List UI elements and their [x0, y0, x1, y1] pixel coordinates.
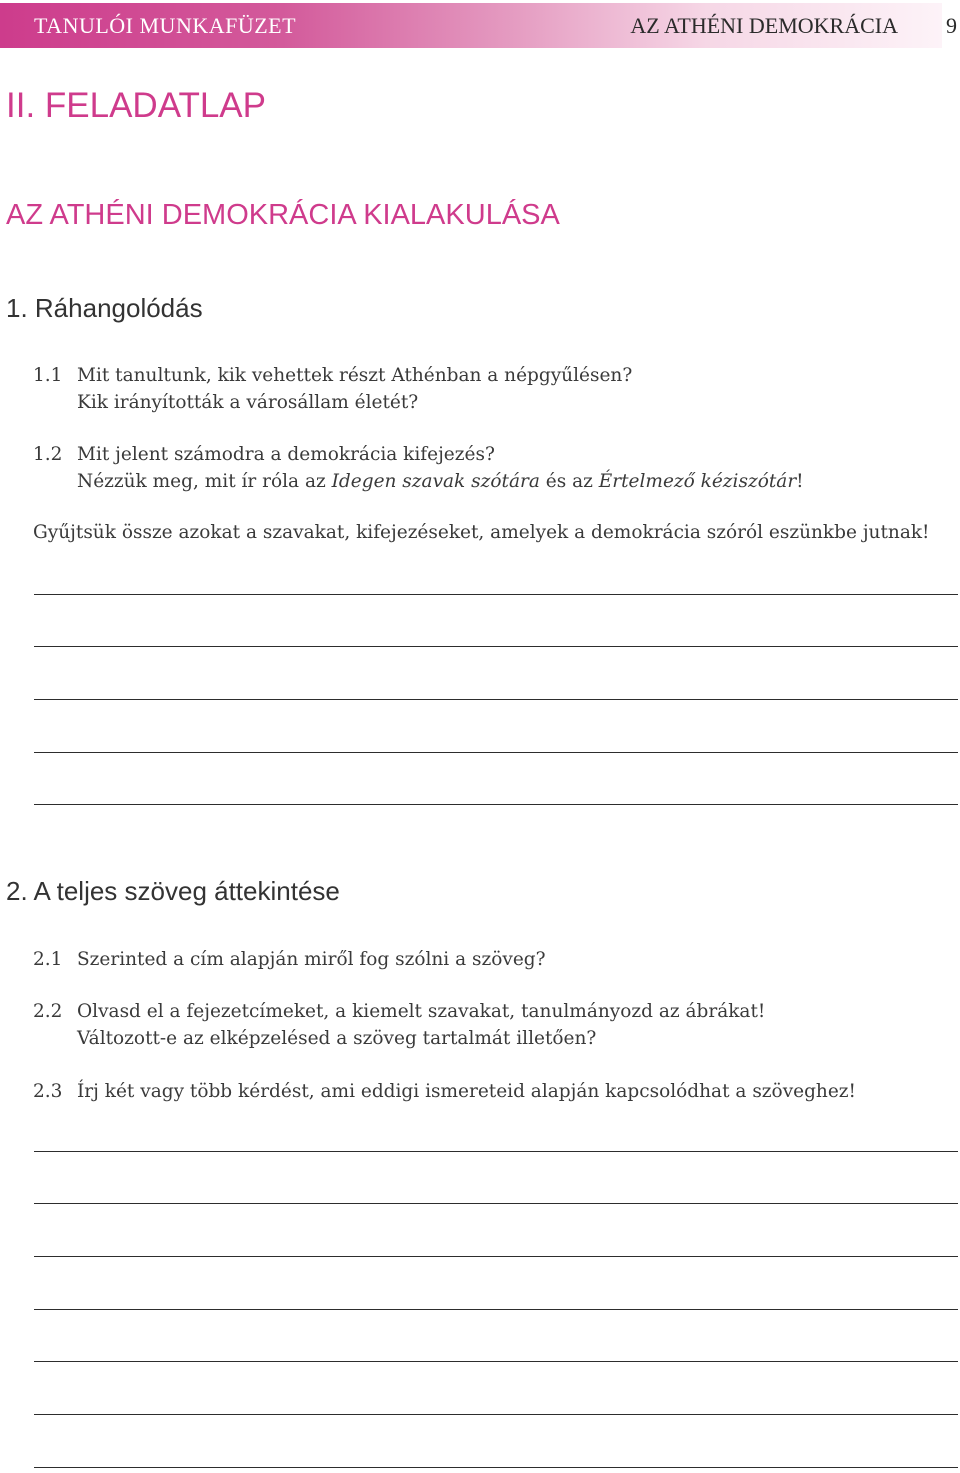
section2-heading: 2. A teljes szöveg áttekintése [6, 876, 340, 906]
section1-heading: 1. Ráhangolódás [6, 293, 203, 323]
question-number: 1.1 [33, 365, 63, 386]
question-2-2 [33, 998, 765, 1052]
answer-line[interactable] [34, 646, 958, 647]
question-text: Írj két vagy több kérdést, ami eddigi ismereteid alapján kapcsolódhat a szöveghez! [77, 1081, 856, 1102]
question-text-cont: Változott-e az elképzelésed a szöveg tartalmát illetően? [77, 1028, 597, 1049]
task-instruction: Gyűjtsük össze azokat a szavakat, kifejezéseket, amelyek a demokrácia szóról eszünkbe jutnak! [33, 522, 930, 543]
page-number: 9 [946, 13, 957, 38]
question-text: Olvasd el a fejezetcímeket, a kiemelt szavakat, tanulmányozd az ábrákat! [77, 1001, 766, 1022]
question-1-1 [33, 362, 632, 416]
question-text: Szerinted a cím alapján miről fog szólni a szöveg? [77, 949, 546, 970]
answer-line[interactable] [34, 752, 958, 753]
book-title-foreign-words: Idegen szavak szótára [331, 471, 540, 492]
question-text: Mit jelent számodra a demokrácia kifejezés? [77, 444, 495, 465]
answer-line[interactable] [34, 1414, 958, 1415]
answer-line[interactable] [34, 1467, 958, 1468]
page-header [0, 0, 960, 48]
question-number: 1.2 [33, 444, 63, 465]
question-text-cont [33, 468, 804, 495]
answer-line[interactable] [34, 1256, 958, 1257]
book-title-dictionary: Értelmező kéziszótár [598, 471, 797, 492]
section-title: AZ ATHÉNI DEMOKRÁCIA KIALAKULÁSA [6, 199, 560, 231]
question-2-3 [33, 1078, 856, 1105]
answer-line[interactable] [34, 804, 958, 805]
answer-line[interactable] [34, 594, 958, 595]
text-segment: és az [539, 471, 599, 492]
sheet-title: II. FELADATLAP [6, 86, 266, 125]
question-text-cont: Kik irányították a városállam életét? [77, 392, 419, 413]
question-number: 2.3 [33, 1081, 63, 1102]
answer-line[interactable] [34, 699, 958, 700]
question-text: Mit tanultunk, kik vehettek részt Athénban a népgyűlésen? [77, 365, 633, 386]
question-2-1 [33, 946, 546, 973]
answer-line[interactable] [34, 1151, 958, 1152]
answer-line[interactable] [34, 1361, 958, 1362]
answer-line[interactable] [34, 1203, 958, 1204]
text-segment: Nézzük meg, mit ír róla az [77, 471, 332, 492]
question-number: 2.1 [33, 949, 63, 970]
answer-line[interactable] [34, 1309, 958, 1310]
header-chapter-title: AZ ATHÉNI DEMOKRÁCIA [630, 13, 898, 38]
question-number: 2.2 [33, 1001, 63, 1022]
text-segment: ! [796, 471, 804, 492]
question-1-2 [33, 441, 804, 495]
header-workbook-title: TANULÓI MUNKAFÜZET [34, 13, 297, 38]
